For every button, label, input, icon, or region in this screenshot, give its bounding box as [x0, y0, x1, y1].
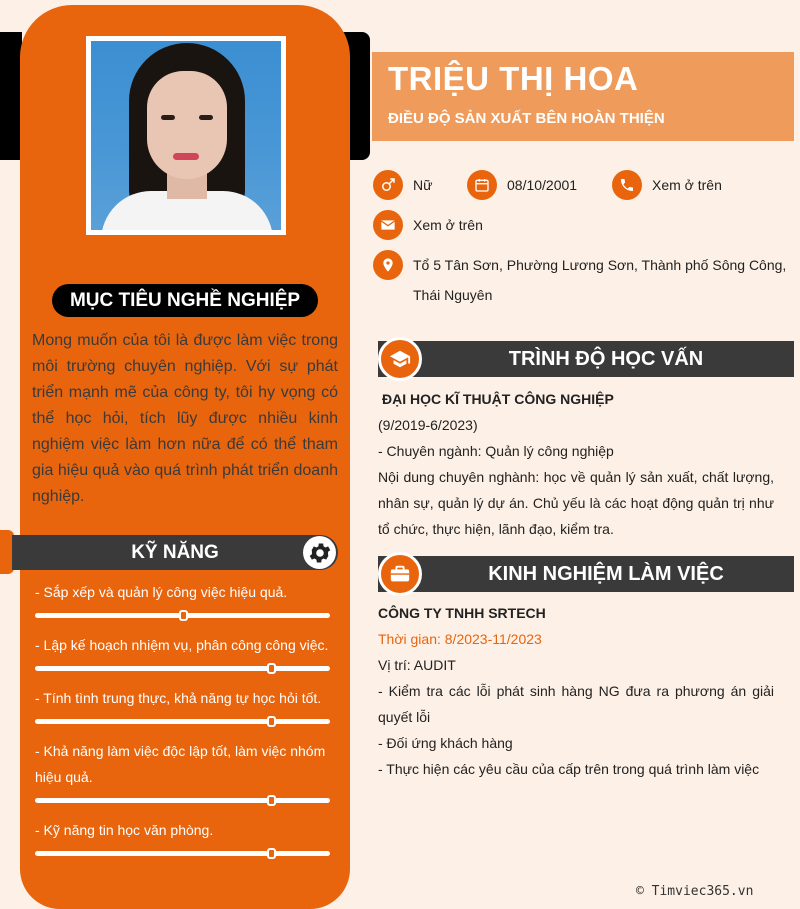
profile-photo [86, 36, 286, 235]
skill-knob [267, 663, 276, 674]
gear-icon [303, 536, 336, 569]
experience-role: Vị trí: AUDIT [378, 657, 456, 673]
calendar-icon [467, 170, 497, 200]
skills-title: KỸ NĂNG [131, 542, 219, 563]
skill-bar [35, 666, 330, 671]
skill-label: - Tính tình trung thực, khả năng tự học hỏi tốt. [35, 690, 322, 706]
sidebar [20, 5, 350, 909]
experience-duty: - Thực hiện các yêu cầu của cấp trên trong quá trình làm việc [378, 761, 760, 777]
address-line2: Thái Nguyên [413, 287, 493, 303]
footer-credit: © Timviec365.vn [636, 884, 754, 899]
name-header [372, 52, 794, 141]
skill-knob [267, 795, 276, 806]
skill-item [35, 579, 330, 618]
education-block [378, 386, 774, 542]
education-period: (9/2019-6/2023) [378, 417, 478, 433]
skills-header [12, 535, 338, 570]
education-title: TRÌNH ĐỘ HỌC VẤN [508, 348, 704, 370]
skill-bar [35, 851, 330, 856]
candidate-position: ĐIỀU ĐỘ SẢN XUẤT BÊN HOÀN THIỆN [388, 110, 665, 127]
skill-item [35, 685, 330, 724]
skill-item [35, 738, 330, 803]
objective-text: Mong muốn của tôi là được làm việc trong môi trường chuyên nghiệp. Với sự phát triển mạnh mẽ của công ty, tôi hy vọng có thể học hỏi, tích lũy được nhiều kinh nghiệm việc làm hơn nữa để có thể tham gia hiệu quả vào quá trình phát triển doanh nghiệp. [32, 332, 338, 505]
education-content: Nội dung chuyên nghành: học về quản lý sản xuất, chất lượng, nhân sự, quản lý dự án. Chủ yếu là các hoạt động quản trị như tổ chức, thực hiện, lãnh đạo, kiểm tra. [378, 469, 774, 537]
dob-value: 08/10/2001 [507, 177, 578, 193]
phone-value: Xem ở trên [652, 177, 722, 193]
skill-bar [35, 613, 330, 618]
experience-duty: - Kiểm tra các lỗi phát sinh hàng NG đưa ra phương án giải quyết lỗi [378, 683, 774, 725]
experience-block [378, 600, 774, 782]
experience-period: Thời gian: 8/2023-11/2023 [378, 631, 542, 647]
skill-bar [35, 719, 330, 724]
skill-knob [267, 848, 276, 859]
experience-title: KINH NGHIỆM LÀM VIỆC [488, 563, 724, 585]
candidate-name: TRIỆU THỊ HOA [388, 60, 639, 97]
skill-item [35, 632, 330, 671]
location-icon [373, 250, 403, 280]
graduation-cap-icon [378, 337, 422, 381]
skill-knob [179, 610, 188, 621]
email-value: Xem ở trên [413, 217, 483, 233]
education-header [378, 341, 794, 377]
gender-icon [373, 170, 403, 200]
objective-title: MỤC TIÊU NGHỀ NGHIỆP [52, 284, 318, 317]
address-line1: Tổ 5 Tân Sơn, Phường Lương Sơn, Thành phố Sông Công, [413, 257, 787, 273]
email-icon [373, 210, 403, 240]
experience-company: CÔNG TY TNHH SRTECH [378, 605, 546, 621]
experience-header [378, 556, 794, 592]
phone-icon [612, 170, 642, 200]
education-school: ĐẠI HỌC KĨ THUẬT CÔNG NGHIỆP [382, 391, 614, 407]
skill-knob [267, 716, 276, 727]
skill-item [35, 817, 330, 856]
experience-duty: - Đối ứng khách hàng [378, 735, 513, 751]
briefcase-icon [378, 552, 422, 596]
skill-label: - Sắp xếp và quản lý công việc hiệu quả. [35, 584, 288, 600]
skill-label: - Kỹ năng tin học văn phòng. [35, 822, 214, 838]
skill-label: - Khả năng làm việc độc lập tốt, làm việc nhóm hiệu quả. [35, 743, 326, 785]
skill-label: - Lập kế hoạch nhiệm vụ, phân công công việc. [35, 637, 329, 653]
education-major: - Chuyên ngành: Quản lý công nghiệp [378, 443, 614, 459]
gender-value: Nữ [413, 177, 433, 193]
decor-bar-left [0, 32, 22, 160]
skill-bar [35, 798, 330, 803]
